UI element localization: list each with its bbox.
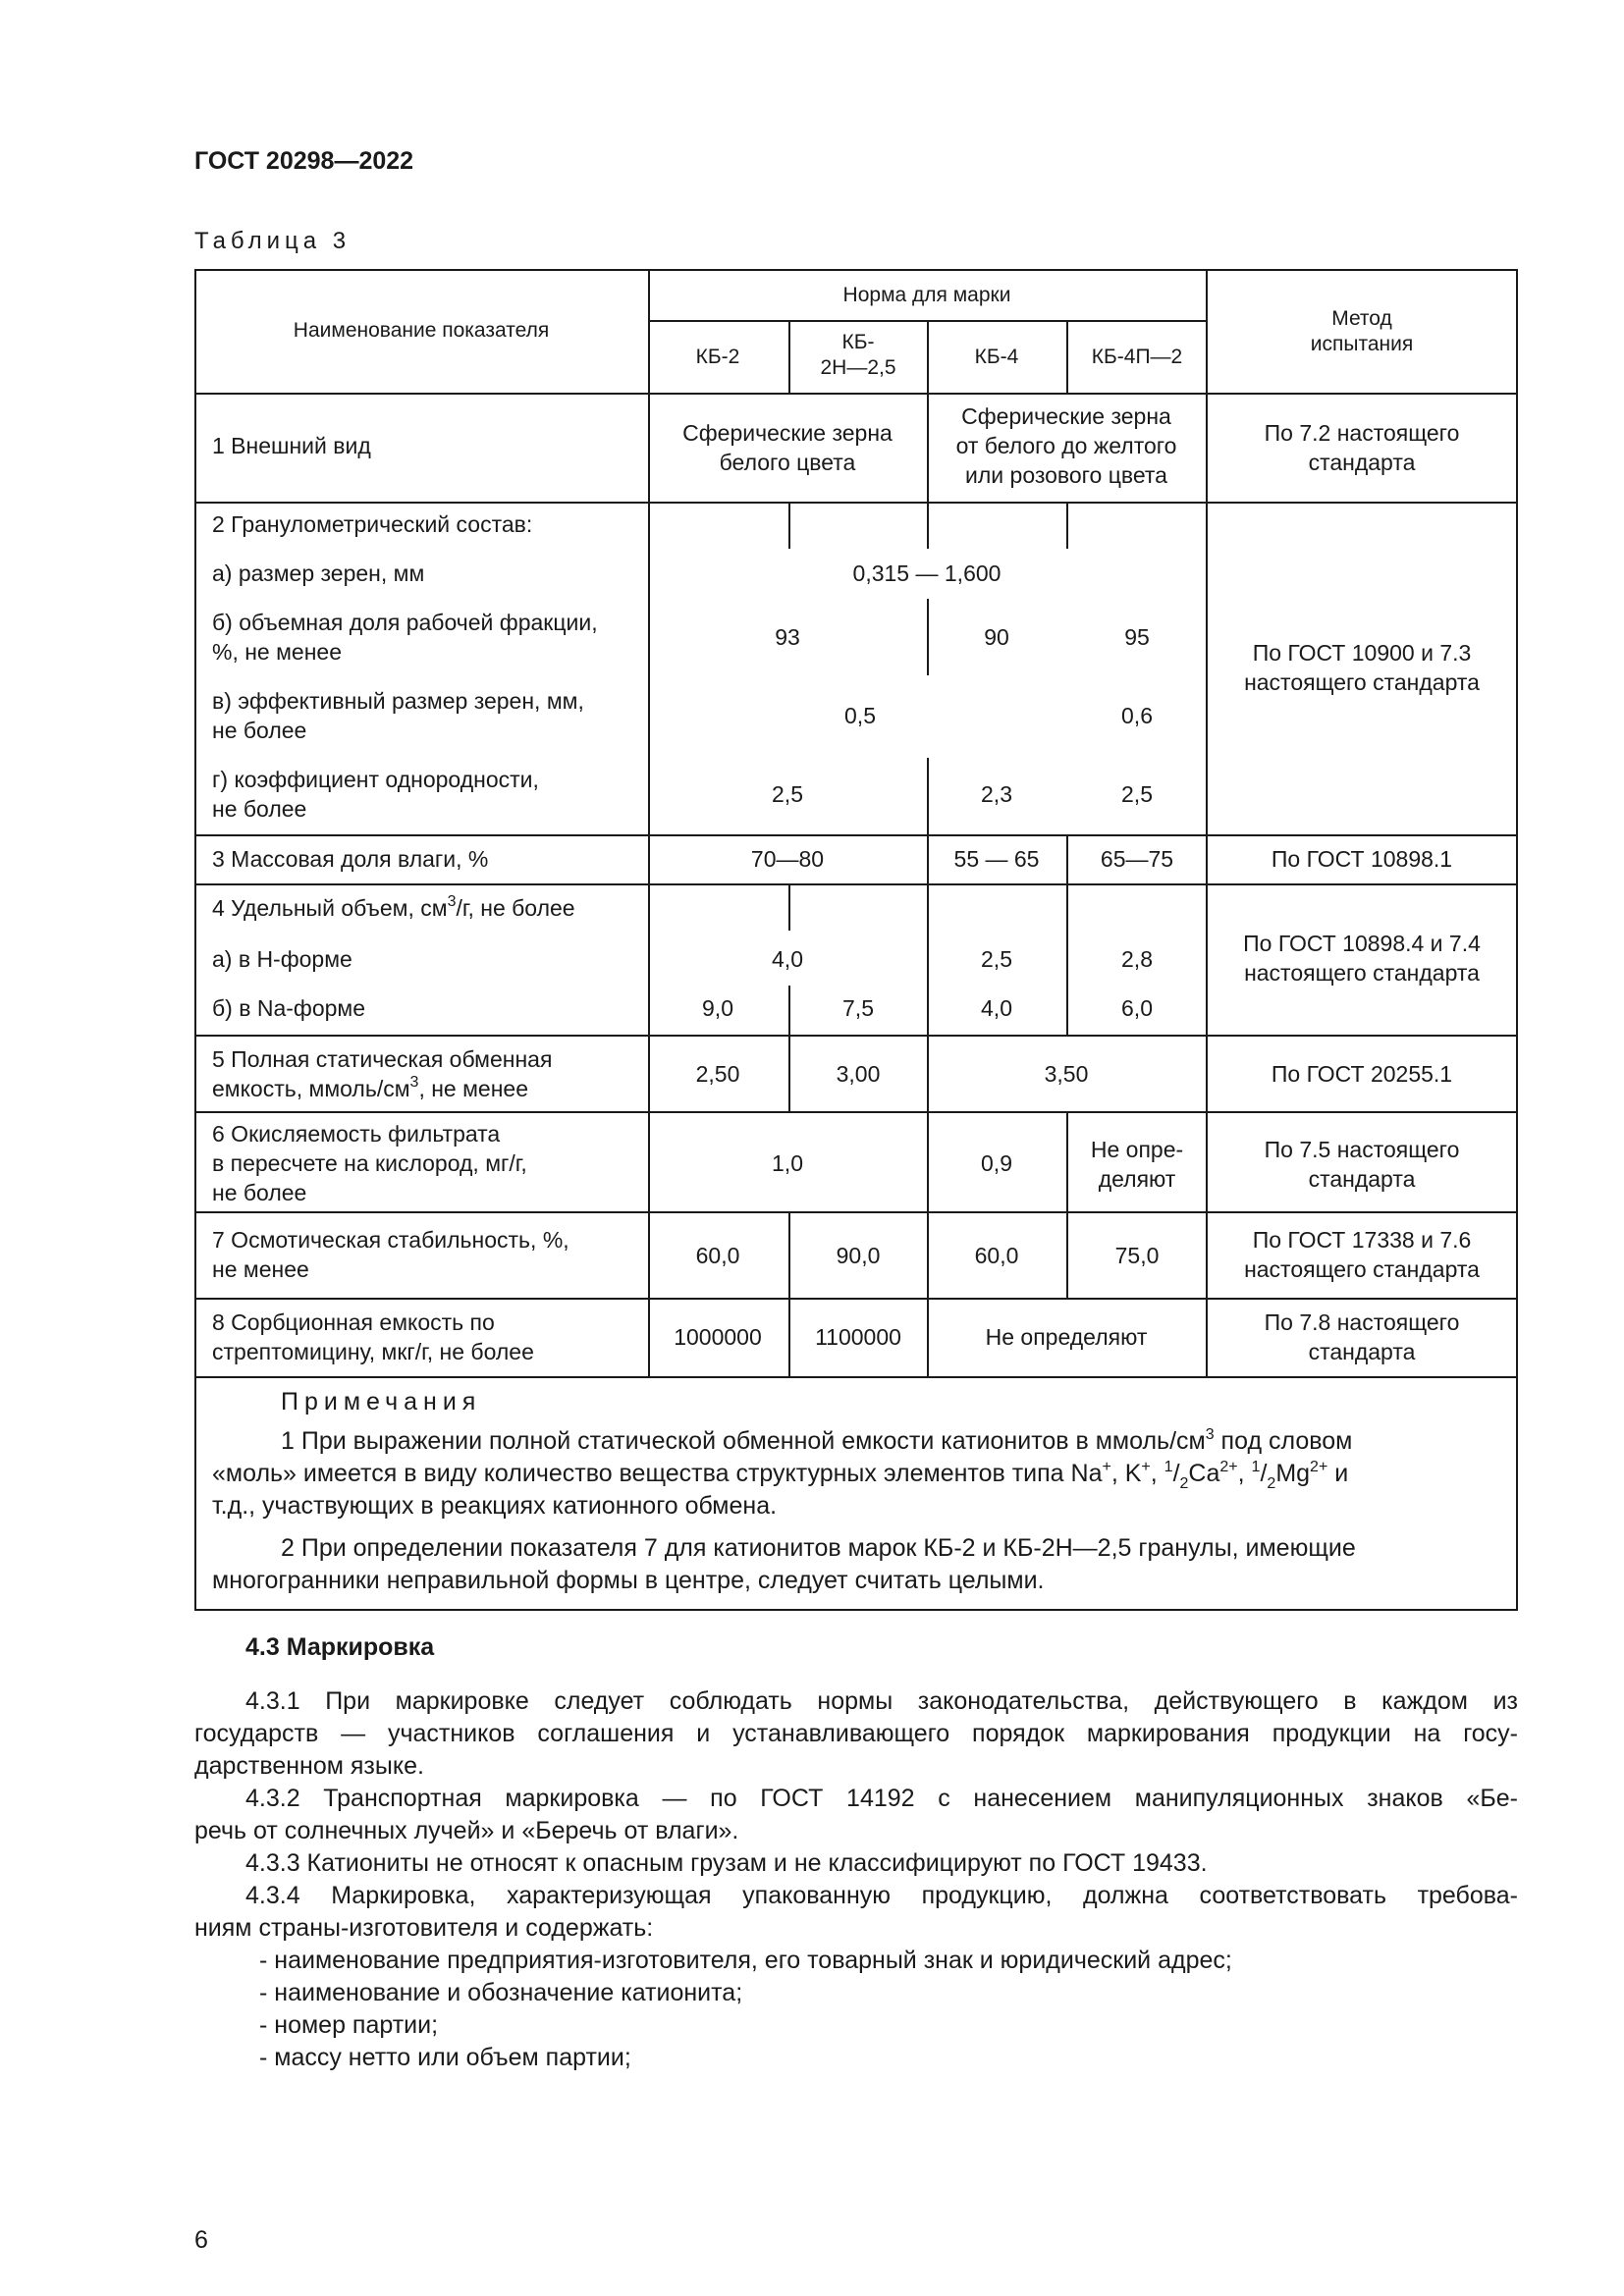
row4a-value-12: 4,0 bbox=[772, 946, 803, 972]
header-grade-kb2n-line1: КБ- bbox=[841, 331, 875, 353]
row7-value-kb2: 60,0 bbox=[695, 1243, 740, 1268]
grid-line bbox=[788, 1298, 790, 1376]
grid-line bbox=[788, 986, 790, 1035]
row4b-value-kb4: 4,0 bbox=[981, 995, 1012, 1021]
grid-line bbox=[927, 320, 929, 502]
row1-value-12-line2: белого цвета bbox=[719, 450, 856, 475]
row4-title: 4 Удельный объем, $см^3/г$, не более bbox=[212, 893, 575, 921]
row1-method-line2: стандарта bbox=[1308, 450, 1416, 475]
row8-method-line1: По 7.8 настоящего bbox=[1264, 1309, 1460, 1335]
grid-line bbox=[927, 1298, 929, 1376]
row2c-name-line1: в) эффективный размер зерен, мм, bbox=[212, 688, 584, 714]
grid-line bbox=[194, 502, 1518, 504]
page-number: 6 bbox=[194, 2226, 208, 2254]
row7-value-kb4p: 75,0 bbox=[1114, 1243, 1160, 1268]
row6-name-line1: 6 Окисляемость фильтрата bbox=[212, 1121, 501, 1147]
row6-name-line2: в пересчете на кислород, мг/г, bbox=[212, 1150, 527, 1176]
row2-title: 2 Гранулометрический состав: bbox=[212, 511, 533, 537]
grid-line bbox=[648, 269, 650, 1376]
row1-value-12-line1: Сферические зерна bbox=[682, 420, 893, 446]
row7-value-kb4: 60,0 bbox=[974, 1243, 1019, 1268]
row3-value-12: 70—80 bbox=[750, 846, 825, 872]
row6-method-line2: стандарта bbox=[1308, 1166, 1416, 1192]
row6-value-kb4p-line1: Не опре- bbox=[1090, 1137, 1184, 1162]
list-item: - наименование и обозначение катионита; bbox=[259, 1979, 743, 2006]
row8-method-line2: стандарта bbox=[1308, 1339, 1416, 1364]
note1-line2: «моль» имеется в виду количество вещества структурных элементов типа Na+, K+, $^1/_2Ca^{2+}$, $^1/_2Mg^{2+}$ и bbox=[212, 1459, 1349, 1492]
grid-line bbox=[194, 1111, 1518, 1113]
row2b-value-kb4p: 95 bbox=[1124, 624, 1150, 650]
grid-line bbox=[788, 502, 790, 549]
row3-name: 3 Массовая доля влаги, % bbox=[212, 846, 489, 872]
grid-line bbox=[927, 834, 929, 883]
row7-name-line1: 7 Осмотическая стабильность, %, bbox=[212, 1227, 569, 1253]
row2c-value-1: 0,5 bbox=[844, 703, 876, 728]
row6-value-kb4: 0,9 bbox=[981, 1150, 1012, 1176]
list-item: - массу нетто или объем партии; bbox=[259, 2044, 631, 2071]
row5-value-34: 3,50 bbox=[1044, 1061, 1089, 1087]
row2-method-line1: По ГОСТ 10900 и 7.3 bbox=[1252, 640, 1472, 666]
grid-line bbox=[194, 1035, 1518, 1037]
row3-value-kb4p: 65—75 bbox=[1100, 846, 1174, 872]
row2d-name-line1: г) коэффициент однородности, bbox=[212, 767, 539, 792]
grid-line bbox=[927, 1211, 929, 1298]
row2-method-line2: настоящего стандарта bbox=[1244, 669, 1480, 695]
row6-method-line1: По 7.5 настоящего bbox=[1264, 1137, 1460, 1162]
note1-line3: т.д., участвующих в реакциях катионного обмена. bbox=[212, 1492, 778, 1520]
row2d-value-kb4: 2,3 bbox=[981, 781, 1012, 807]
para-4-3-1-line3: дарственном языке. bbox=[194, 1752, 424, 1780]
grid-line bbox=[788, 1211, 790, 1298]
header-indicator: Наименование показателя bbox=[293, 319, 550, 342]
row2a-name: а) размер зерен, мм bbox=[212, 561, 425, 586]
header-grade-kb4: КБ-4 bbox=[974, 346, 1019, 368]
grid-line bbox=[1066, 320, 1068, 393]
row4a-value-kb4: 2,5 bbox=[981, 946, 1012, 972]
grid-line bbox=[194, 393, 1518, 395]
row8-value-34: Не определяют bbox=[985, 1324, 1148, 1350]
row4a-value-kb4p: 2,8 bbox=[1121, 946, 1153, 972]
grid-line bbox=[788, 320, 790, 393]
row6-value-kb4p-line2: деляют bbox=[1098, 1166, 1176, 1192]
row6-name-line3: не более bbox=[212, 1180, 307, 1205]
table-caption: Таблица 3 bbox=[194, 228, 352, 254]
para-4-3-1-line1: 4.3.1 При маркировке следует соблюдать нормы законодательства, действующего в каждом из bbox=[245, 1687, 1518, 1715]
grid-line bbox=[927, 758, 929, 834]
header-method-line1: Метод bbox=[1331, 307, 1392, 330]
row5-name-line2: емкость, ммоль/$см^3$, не менее bbox=[212, 1074, 528, 1101]
row4b-name: б) в Na-форме bbox=[212, 995, 366, 1021]
row2c-name-line2: не более bbox=[212, 718, 307, 743]
table-3 bbox=[194, 269, 1518, 1611]
grid-line bbox=[927, 883, 929, 1035]
row2b-value-kb2: 93 bbox=[775, 624, 800, 650]
row7-method-line2: настоящего стандарта bbox=[1244, 1256, 1480, 1282]
grid-line bbox=[1066, 502, 1068, 549]
row1-name: 1 Внешний вид bbox=[212, 433, 371, 458]
document-header: ГОСТ 20298—2022 bbox=[194, 147, 414, 175]
row7-value-kb2n: 90,0 bbox=[836, 1243, 881, 1268]
grid-line bbox=[194, 834, 1518, 836]
list-item: - наименование предприятия-изготовителя, его товарный знак и юридический адрес; bbox=[259, 1947, 1232, 1974]
grid-line bbox=[927, 1035, 929, 1111]
row5-method: По ГОСТ 20255.1 bbox=[1271, 1061, 1453, 1087]
row4-method-line2: настоящего стандарта bbox=[1244, 960, 1480, 986]
row4-method-line1: По ГОСТ 10898.4 и 7.4 bbox=[1243, 931, 1481, 956]
header-norm-group: Норма для марки bbox=[842, 284, 1011, 306]
row7-name-line2: не менее bbox=[212, 1256, 309, 1282]
grid-line bbox=[788, 1035, 790, 1111]
row2d-value-kb4p: 2,5 bbox=[1121, 781, 1153, 807]
header-method-line2: испытания bbox=[1310, 333, 1414, 355]
row1-value-34-line1: Сферические зерна bbox=[961, 403, 1171, 429]
grid-line bbox=[927, 502, 929, 549]
row2a-value: 0,315 — 1,600 bbox=[852, 561, 1001, 586]
grid-line bbox=[1206, 269, 1208, 1376]
para-4-3-2-line1: 4.3.2 Транспортная маркировка — по ГОСТ 14192 с нанесением манипуляционных знаков «Бе- bbox=[245, 1785, 1518, 1812]
row4b-value-kb2n: 7,5 bbox=[842, 995, 874, 1021]
row2c-value-2: 0,6 bbox=[1121, 703, 1153, 728]
grid-line bbox=[927, 599, 929, 675]
row2d-value-kb2: 2,5 bbox=[772, 781, 803, 807]
note2-line1: 2 При определении показателя 7 для катионитов марок КБ-2 и КБ-2Н—2,5 гранулы, имеющие bbox=[281, 1534, 1356, 1562]
row5-value-kb2n: 3,00 bbox=[836, 1061, 881, 1087]
row2b-name-line1: б) объемная доля рабочей фракции, bbox=[212, 610, 598, 635]
notes-title: Примечания bbox=[281, 1388, 482, 1415]
header-grade-kb2: КБ-2 bbox=[695, 346, 740, 368]
list-item: - номер партии; bbox=[259, 2011, 439, 2039]
para-4-3-1-line2: государств — участников соглашения и устанавливающего порядок маркирования продукции на госу- bbox=[194, 1720, 1518, 1747]
grid-line bbox=[194, 883, 1518, 885]
row2b-name-line2: %, не менее bbox=[212, 639, 343, 665]
header-grade-kb2n-line2: 2Н—2,5 bbox=[820, 356, 896, 379]
header-grade-kb4p: КБ-4П—2 bbox=[1091, 346, 1183, 368]
grid-line bbox=[927, 1111, 929, 1211]
row8-value-kb2n: 1100000 bbox=[815, 1324, 901, 1350]
para-4-3-4-line1: 4.3.4 Маркировка, характеризующая упакованную продукцию, должна соответствовать требова- bbox=[245, 1882, 1518, 1909]
para-4-3-2-line2: речь от солнечных лучей» и «Беречь от влаги». bbox=[194, 1817, 739, 1844]
row5-value-kb2: 2,50 bbox=[695, 1061, 740, 1087]
para-4-3-4-line2: ниям страны-изготовителя и содержать: bbox=[194, 1914, 654, 1942]
note2-line2: многогранники неправильной формы в центре, следует считать целыми. bbox=[212, 1567, 1045, 1594]
grid-line bbox=[788, 883, 790, 931]
grid-line bbox=[194, 1298, 1518, 1300]
row2b-value-kb4: 90 bbox=[984, 624, 1009, 650]
grid-line bbox=[1066, 1111, 1068, 1211]
row1-value-34-line2: от белого до желтого bbox=[955, 433, 1177, 458]
row3-method: По ГОСТ 10898.1 bbox=[1271, 846, 1453, 872]
row1-value-34-line3: или розового цвета bbox=[965, 462, 1167, 488]
grid-line bbox=[1066, 1211, 1068, 1298]
note1-line1: 1 При выражении полной статической обменной емкости катионитов в ммоль/$см^3$ под словом bbox=[281, 1426, 1353, 1455]
row4b-value-kb2: 9,0 bbox=[702, 995, 733, 1021]
row5-name-line1: 5 Полная статическая обменная bbox=[212, 1046, 553, 1072]
row6-value-12: 1,0 bbox=[772, 1150, 803, 1176]
section-heading: 4.3 Маркировка bbox=[245, 1633, 435, 1661]
row2d-name-line2: не более bbox=[212, 796, 307, 822]
row8-value-kb2: 1000000 bbox=[674, 1324, 762, 1350]
grid-line bbox=[1066, 883, 1068, 1035]
row7-method-line1: По ГОСТ 17338 и 7.6 bbox=[1252, 1227, 1472, 1253]
row4a-name: а) в Н-форме bbox=[212, 946, 352, 972]
row4b-value-kb4p: 6,0 bbox=[1121, 995, 1153, 1021]
row8-name-line2: стрептомицину, мкг/г, не более bbox=[212, 1339, 534, 1364]
row8-name-line1: 8 Сорбционная емкость по bbox=[212, 1309, 495, 1335]
grid-line bbox=[1066, 834, 1068, 883]
grid-line bbox=[194, 1376, 1518, 1378]
grid-line bbox=[194, 1211, 1518, 1213]
row1-method-line1: По 7.2 настоящего bbox=[1264, 420, 1460, 446]
para-4-3-3: 4.3.3 Катиониты не относят к опасным грузам и не классифицируют по ГОСТ 19433. bbox=[245, 1849, 1208, 1877]
row3-value-kb4: 55 — 65 bbox=[953, 846, 1040, 872]
